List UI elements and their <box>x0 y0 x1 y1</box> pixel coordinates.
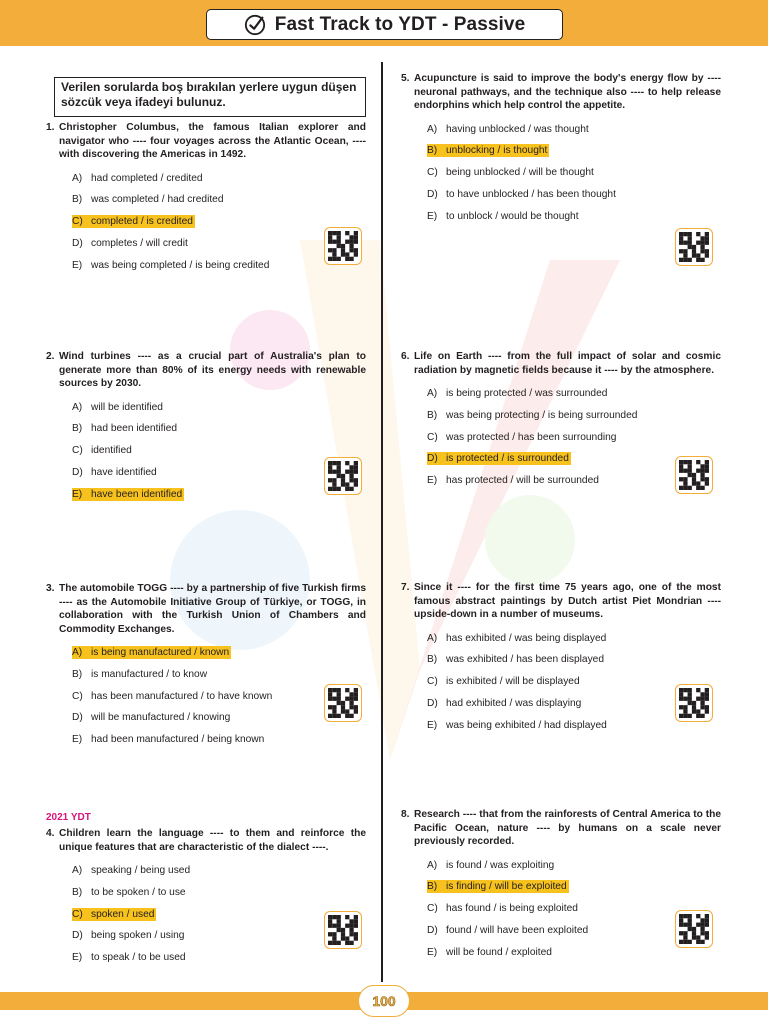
option-e[interactable]: E) was being exhibited / had displayed <box>427 719 607 731</box>
question-number: 5. <box>401 73 410 84</box>
option-e[interactable]: E) to unblock / would be thought <box>427 210 579 222</box>
option-b[interactable]: B) to be spoken / to use <box>72 886 186 898</box>
question-text: Acupuncture is said to improve the body's energy flow by ---- neuronal pathways, and the technique also ---- to help release endorphins which help control the appetite. <box>414 73 721 112</box>
column-divider <box>381 62 383 982</box>
qr-code-icon[interactable] <box>675 228 713 266</box>
option-a[interactable]: A) has exhibited / was being displayed <box>427 632 607 644</box>
question-2 <box>46 350 366 509</box>
option-e[interactable]: E) was being completed / is being credited <box>72 259 270 271</box>
option-d[interactable]: D) to have unblocked / has been thought <box>427 188 616 200</box>
option-e[interactable]: E) has protected / will be surrounded <box>427 474 599 486</box>
option-b[interactable]: B) was exhibited / has been displayed <box>427 654 605 666</box>
option-e[interactable]: E) have been identified <box>72 488 183 500</box>
qr-code-icon[interactable] <box>324 684 362 722</box>
page-number-badge <box>358 985 410 1017</box>
option-e[interactable]: E) to speak / to be used <box>72 951 186 963</box>
option-c[interactable]: C) was protected / has been surrounding <box>427 431 617 443</box>
qr-code-icon[interactable] <box>324 911 362 949</box>
options-list <box>427 123 721 231</box>
option-d[interactable]: D) is protected / is surrounded <box>427 453 569 465</box>
qr-code-icon[interactable] <box>324 457 362 495</box>
qr-code-icon[interactable] <box>675 910 713 948</box>
option-c[interactable]: C) being unblocked / will be thought <box>427 167 594 179</box>
instruction-box: Verilen sorularda boş bırakılan yerlere uygun düşen sözcük veya ifadeyi bulunuz. <box>54 77 366 117</box>
option-e[interactable]: E) had been manufactured / being known <box>72 734 265 746</box>
qr-code-icon[interactable] <box>324 227 362 265</box>
option-b[interactable]: B) unblocking / is thought <box>427 145 548 157</box>
option-d[interactable]: D) had exhibited / was displaying <box>427 697 582 709</box>
question-3 <box>46 582 366 755</box>
question-text: Children learn the language ---- to them and reinforce the unique features that are characteristic of the dialect ----. <box>59 828 366 853</box>
question-text: Life on Earth ---- from the full impact of solar and cosmic radiation by magnetic fields because it ---- by the atmosphere. <box>414 351 721 376</box>
question-text: Wind turbines ---- as a crucial part of Australia's plan to generate more than 80% of its energy needs with renewable sources by 2030. <box>59 351 366 390</box>
option-b[interactable]: B) had been identified <box>72 423 178 435</box>
question-1 <box>46 121 366 280</box>
title-box <box>206 9 563 40</box>
option-b[interactable]: B) was completed / had credited <box>72 194 224 206</box>
option-a[interactable]: A) will be identified <box>72 401 163 413</box>
page-title: Fast Track to YDT - Passive <box>274 13 526 35</box>
question-4 <box>46 812 366 973</box>
question-number: 8. <box>401 809 410 820</box>
option-a[interactable]: A) having unblocked / was thought <box>427 123 589 135</box>
option-a[interactable]: A) is found / was exploiting <box>427 859 555 871</box>
option-d[interactable]: D) have identified <box>72 466 157 478</box>
question-text: Research ---- that from the rainforests of Central America to the Pacific Ocean, nature ---- by humans on a scale never previously recorded. <box>414 809 721 848</box>
question-text: Since it ---- for the first time 75 years ago, one of the most famous abstract paintings by Dutch artist Piet Mondrian ---- upside-down in a number of museums. <box>414 582 721 621</box>
options-list <box>72 172 366 280</box>
check-circle-icon <box>244 14 266 36</box>
question-number: 7. <box>401 582 410 593</box>
option-c[interactable]: C) identified <box>72 445 132 457</box>
question-number: 4. <box>46 828 55 839</box>
options-list <box>72 864 366 972</box>
question-5 <box>401 72 721 231</box>
option-e[interactable]: E) will be found / exploited <box>427 946 552 958</box>
option-d[interactable]: D) found / will have been exploited <box>427 924 589 936</box>
option-c[interactable]: C) completed / is credited <box>72 216 193 228</box>
option-c[interactable]: C) has found / is being exploited <box>427 903 578 915</box>
option-c[interactable]: C) spoken / used <box>72 908 155 920</box>
question-number: 1. <box>46 122 55 133</box>
option-a[interactable]: A) is being protected / was surrounded <box>427 388 608 400</box>
option-c[interactable]: C) is exhibited / will be displayed <box>427 676 580 688</box>
question-6 <box>401 350 721 496</box>
options-list <box>72 401 366 509</box>
option-a[interactable]: A) is being manufactured / known <box>72 647 230 659</box>
question-text: The automobile TOGG ---- by a partnership of five Turkish firms ---- as the Automobile Initiative Group of Türkiye, or TOGG, in collaboration with the Turkish Union of Chambers and Commodity Exchanges. <box>59 583 366 635</box>
question-number: 6. <box>401 351 410 362</box>
option-a[interactable]: A) had completed / credited <box>72 172 203 184</box>
question-number: 3. <box>46 583 55 594</box>
question-text: Christopher Columbus, the famous Italian explorer and navigator who ---- four voyages across the Atlantic Ocean, ---- with discovering the Americas in 1492. <box>59 122 366 161</box>
option-b[interactable]: B) is finding / will be exploited <box>427 881 567 893</box>
question-7 <box>401 581 721 740</box>
option-d[interactable]: D) being spoken / using <box>72 930 185 942</box>
page-number: 100 <box>372 993 396 1009</box>
qr-code-icon[interactable] <box>675 456 713 494</box>
option-c[interactable]: C) has been manufactured / to have known <box>72 690 273 702</box>
option-b[interactable]: B) is manufactured / to know <box>72 669 208 681</box>
option-d[interactable]: D) completes / will credit <box>72 237 188 249</box>
qr-code-icon[interactable] <box>675 684 713 722</box>
option-b[interactable]: B) was being protecting / is being surrounded <box>427 409 638 421</box>
exam-tag: 2021 YDT <box>46 812 91 823</box>
question-8 <box>401 808 721 967</box>
option-a[interactable]: A) speaking / being used <box>72 865 191 877</box>
question-number: 2. <box>46 351 55 362</box>
options-list <box>72 646 366 754</box>
option-d[interactable]: D) will be manufactured / knowing <box>72 712 231 724</box>
